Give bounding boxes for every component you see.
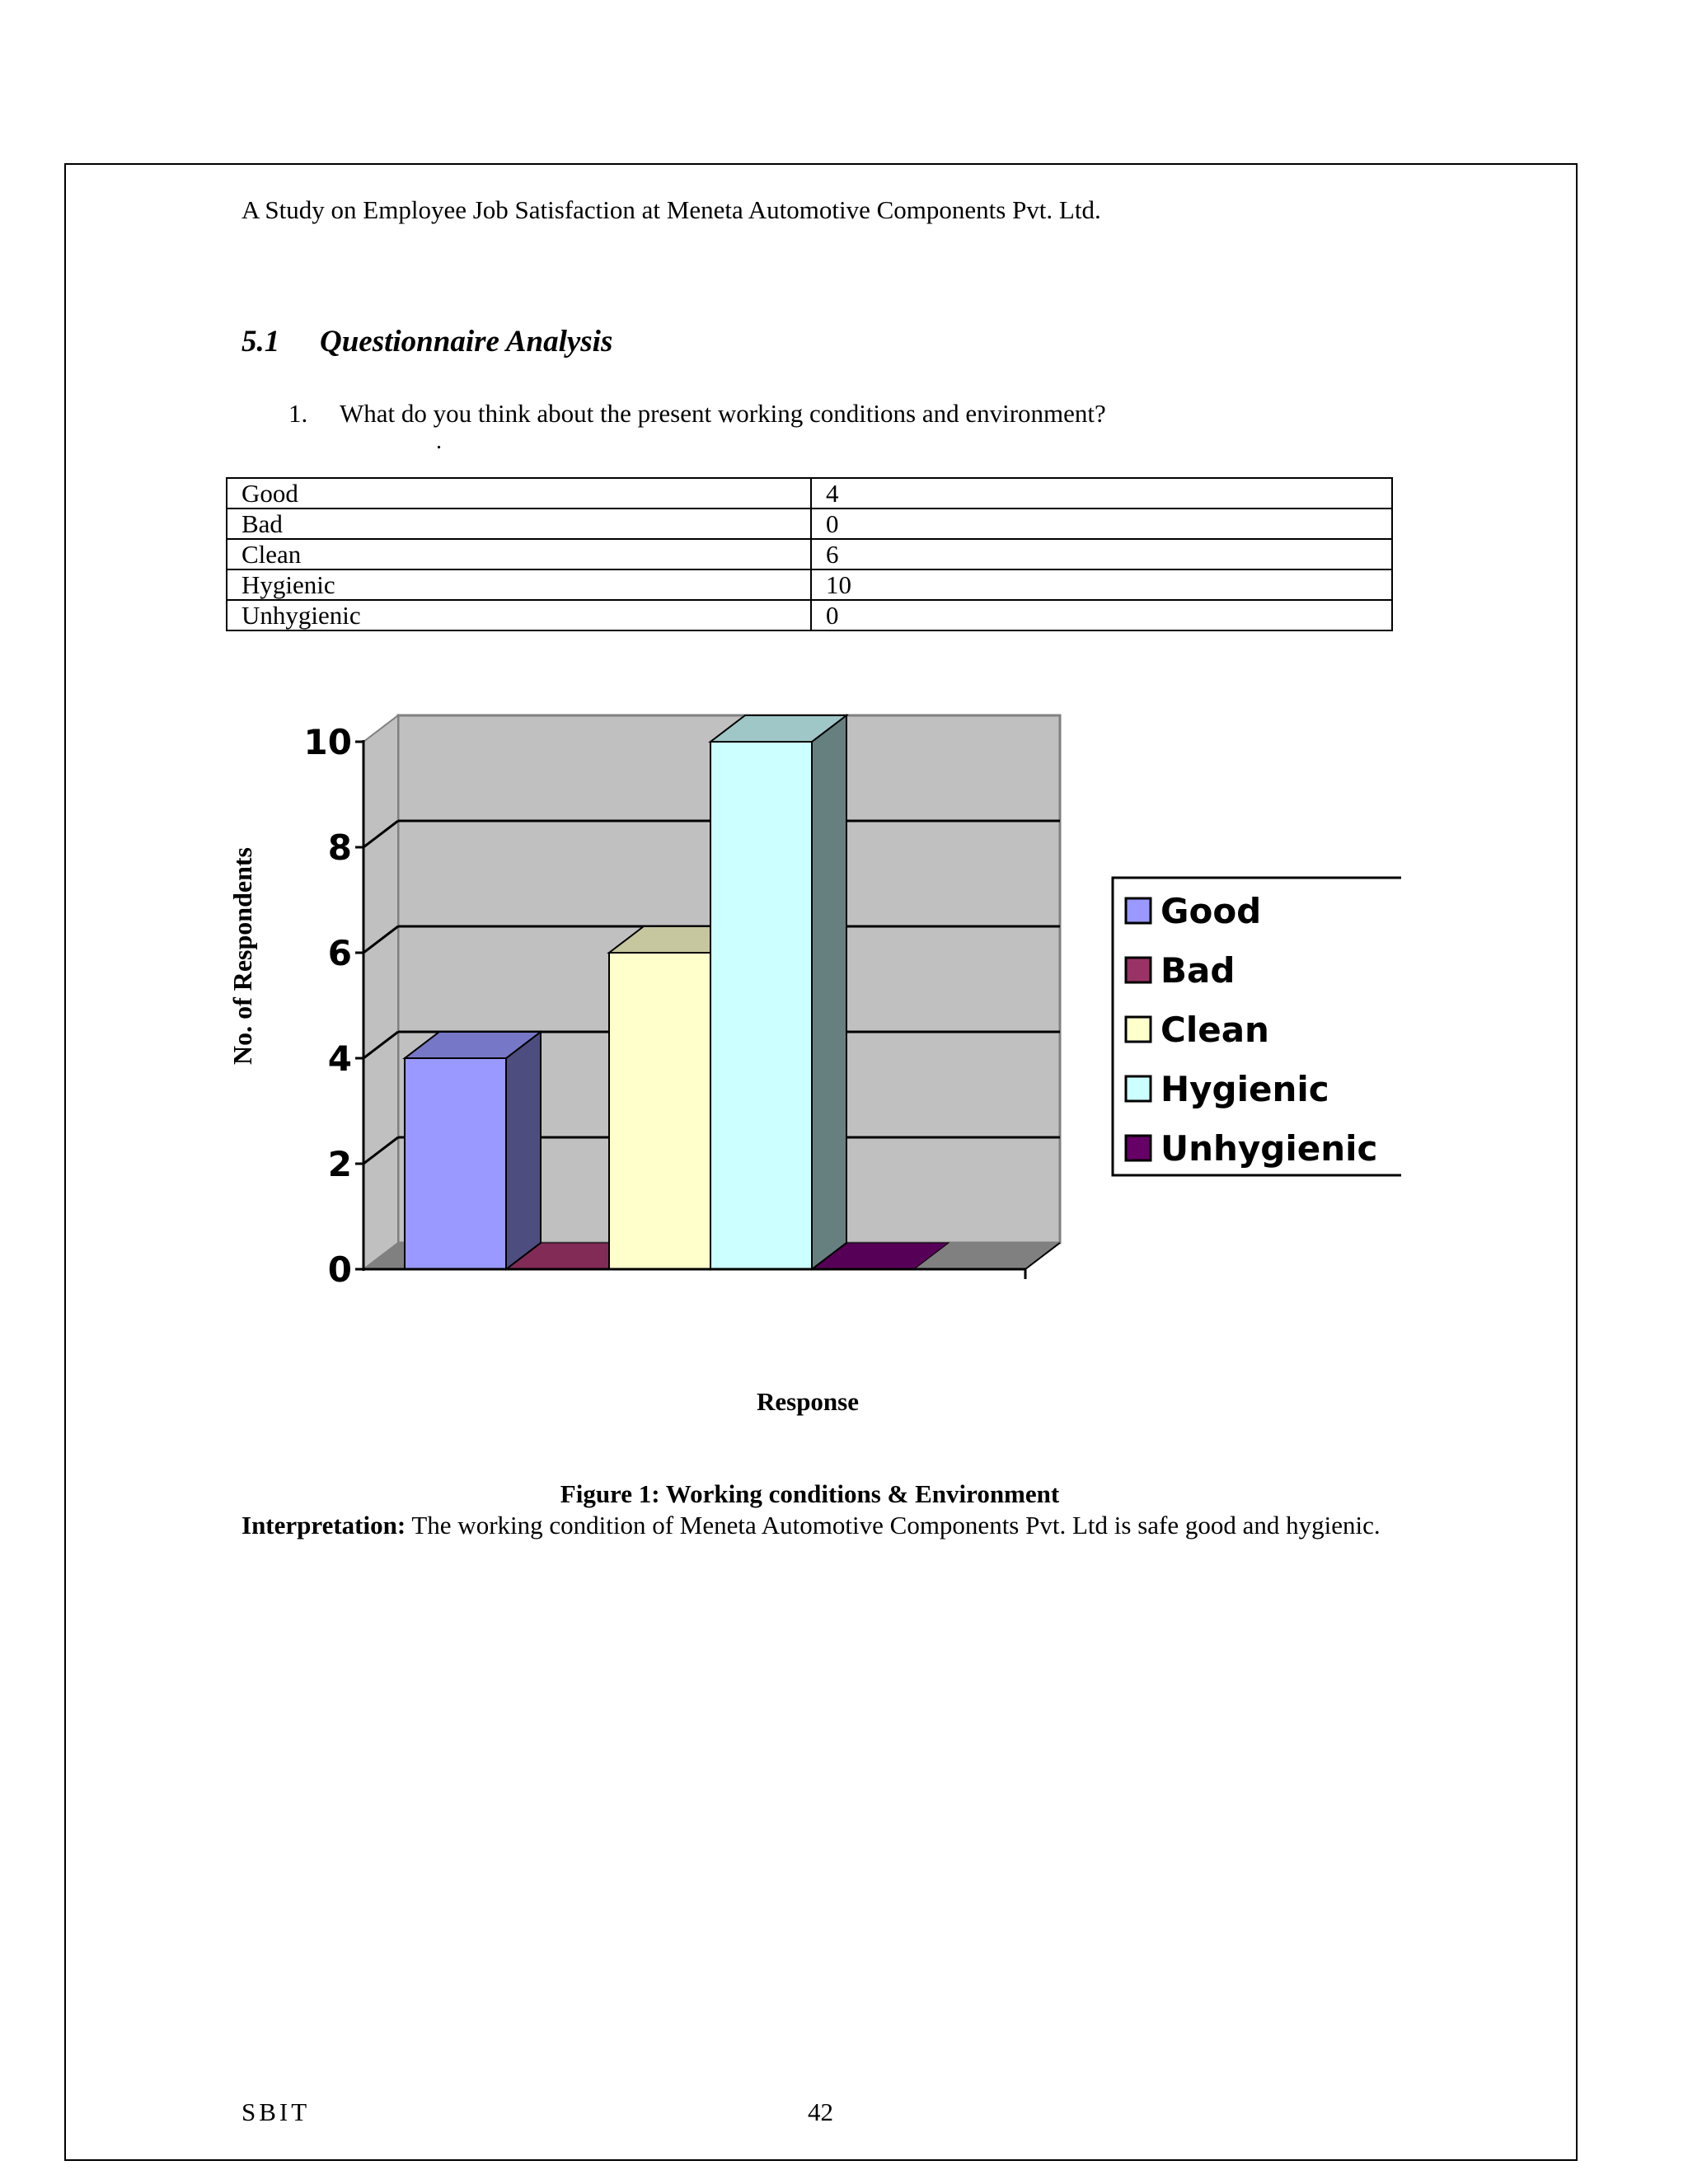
table-cell-value: 4 [811, 478, 1392, 509]
figure-caption: Figure 1: Working conditions & Environment [560, 1479, 1060, 1508]
table-row [227, 569, 1392, 600]
table-row [227, 600, 1392, 630]
stray-mark: . [436, 429, 442, 454]
chart-side-wall [363, 715, 398, 1269]
legend-swatch [1126, 898, 1151, 923]
chart-container [214, 692, 1401, 1434]
x-axis-title: Response [756, 1387, 860, 1416]
table-cell-value: 6 [811, 539, 1392, 569]
table-row [227, 478, 1392, 509]
legend-label: Clean [1160, 1010, 1269, 1050]
legend-swatch [1126, 958, 1151, 982]
table-cell-value: 0 [811, 509, 1392, 539]
footer-page-number: 42 [808, 2097, 833, 2126]
table-row [227, 509, 1392, 539]
response-table [226, 477, 1393, 631]
legend-label: Hygienic [1160, 1069, 1329, 1109]
bar-chart [214, 692, 1401, 1434]
legend-label: Unhygienic [1160, 1128, 1378, 1169]
legend-label: Bad [1160, 950, 1236, 991]
bar-clean [609, 953, 710, 1269]
bar-side [812, 715, 846, 1269]
question-number: 1. [288, 399, 308, 428]
footer-institution: SBIT [241, 2097, 311, 2126]
y-tick-label: 6 [327, 933, 352, 973]
running-header: A Study on Employee Job Satisfaction at Meneta Automotive Components Pvt. Ltd. [241, 195, 1101, 224]
section-title: Questionnaire Analysis [320, 325, 613, 359]
table-row [227, 539, 1392, 569]
section-heading [241, 324, 612, 359]
bar-good [405, 1058, 506, 1269]
table-cell-value: 10 [811, 569, 1392, 600]
bar-side [506, 1032, 541, 1269]
y-axis-title: No. of Respondents [227, 846, 257, 1066]
table-cell-label: Good [227, 478, 811, 509]
question [288, 399, 1106, 429]
y-tick-label: 2 [327, 1144, 352, 1184]
interpretation [241, 1510, 1387, 1541]
table-cell-value: 0 [811, 600, 1392, 630]
interpretation-text: The working condition of Meneta Automotive Components Pvt. Ltd is safe good and hygienic. [406, 1511, 1381, 1540]
y-tick-label: 10 [303, 722, 352, 762]
section-number: 5.1 [241, 325, 280, 359]
y-tick-label: 4 [327, 1038, 352, 1079]
interpretation-label: Interpretation: [241, 1511, 406, 1540]
y-tick-label: 0 [327, 1249, 352, 1290]
question-text: What do you think about the present working conditions and environment? [340, 399, 1106, 428]
legend-swatch [1126, 1136, 1151, 1160]
legend-label: Good [1160, 891, 1262, 931]
legend-swatch [1126, 1076, 1151, 1101]
y-tick-label: 8 [327, 827, 352, 868]
table-cell-label: Hygienic [227, 569, 811, 600]
table-cell-label: Unhygienic [227, 600, 811, 630]
legend-swatch [1126, 1017, 1151, 1042]
bar-hygienic [710, 742, 812, 1269]
table-cell-label: Bad [227, 509, 811, 539]
table-cell-label: Clean [227, 539, 811, 569]
